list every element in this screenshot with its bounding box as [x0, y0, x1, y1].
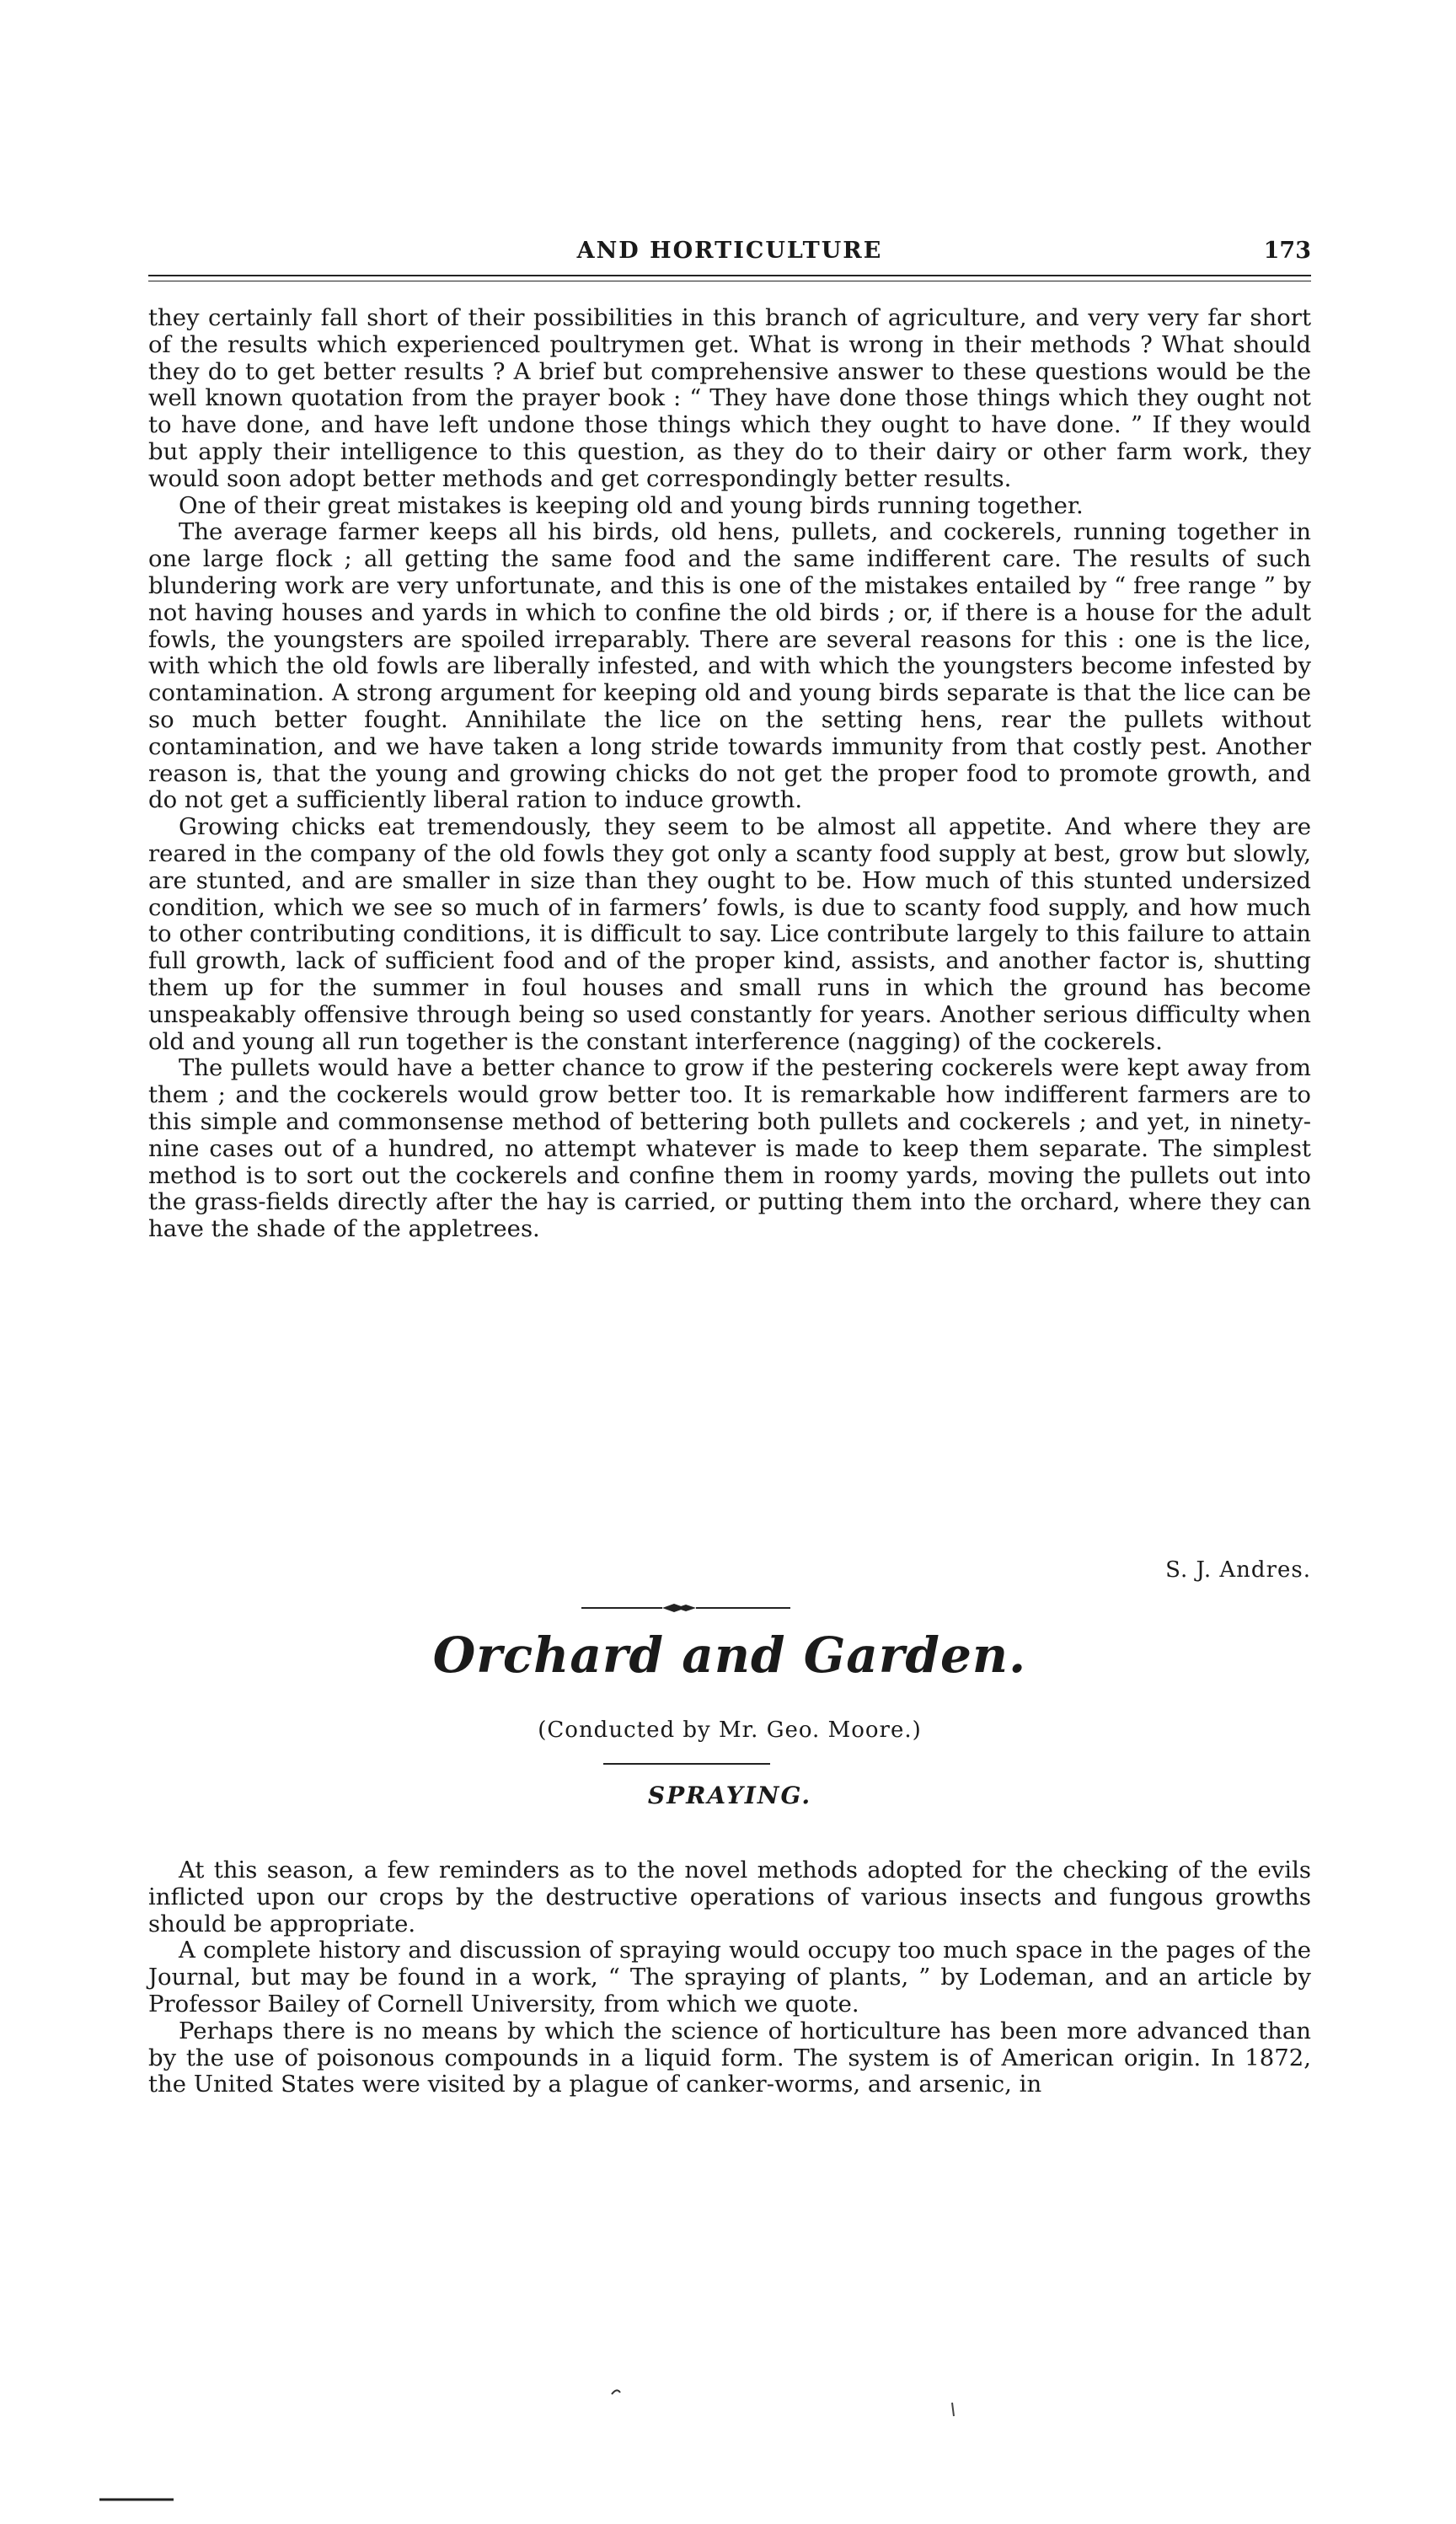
header-rule: [148, 275, 1311, 276]
scan-speck: [612, 2390, 620, 2394]
article-subheading: SPRAYING.: [647, 1782, 812, 1809]
running-title: AND HORTICULTURE: [576, 238, 883, 264]
article-poultry: [148, 305, 1311, 1243]
scan-specks: [0, 2364, 1456, 2524]
section-conductor: (Conducted by Mr. Geo. Moore.): [538, 1717, 922, 1743]
ornament-rule: [581, 1603, 790, 1613]
paragraph: Growing chicks eat tremendously, they seem to be almost all appetite. And where they are reared in the company of the old fowls they got only a scanty food supply at best, grow but slowly, are stunted, and are smaller in size than they ought to be. How much of this stunted undersized condition, which we see so much of in farmers’ fowls, is due to scanty food supply, and how much to other contributing conditions, it is difficult to say. Lice contribute largely to this failure to attain full growth, lack of sufficient food and of the proper kind, assists, and another factor is, shutting them up for the summer in foul houses and small runs in which the ground has become unspeakably offensive through being so used constantly for years. Another serious difficulty when old and young all run together is the constant interference (nagging) of the cockerels.: [148, 813, 1311, 1055]
paragraph: At this season, a few reminders as to the novel methods adopted for the checking of the evils inflicted upon our crops by the destructive operations of various insects and fungous growths should be appropriate.: [148, 1857, 1311, 1937]
paragraph: they certainly fall short of their possibilities in this branch of agriculture, and very very far short of the results which experienced poultrymen get. What is wrong in their methods ? What should they do to get better results ? A brief but comprehensive answer to these questions would be the well known quotation from the prayer book : “ They have done those things which they ought not to have done, and have left undone those things which they ought to have done. ” If they would but apply their intelligence to this question, as they do to their dairy or other farm work, they would soon adopt better methods and get correspondingly better results.: [148, 304, 1311, 492]
paragraph: One of their great mistakes is keeping old and young birds running together.: [179, 491, 1084, 519]
article-spraying: [148, 1857, 1311, 2098]
paragraph: The average farmer keeps all his birds, old hens, pullets, and cockerels, running together in one large flock ; all getting the same food and the same indifferent care. The results of such blundering work are very unfortunate, and this is one of the mistakes entailed by “ free range ” by not having houses and yards in which to confine the old birds ; or, if there is a house for the adult fowls, the youngsters are spoiled irreparably. There are several reasons for this : one is the lice, with which the old fowls are liberally infested, and with which the youngsters become infested by contamination. A strong argument for keeping old and young birds separate is that the lice can be so much better fought. Annihilate the lice on the setting hens, rear the pullets without contamination, and we have taken a long stride towards immunity from that costly pest. Another reason is, that the young and growing chicks do not get the proper food to promote growth, and do not get a sufficiently liberal ration to induce growth.: [148, 518, 1311, 814]
section-title: Orchard and Garden.: [432, 1626, 1027, 1684]
author-signature: S. J. Andres.: [1165, 1557, 1311, 1583]
page-number: 173: [1263, 238, 1311, 264]
paragraph: A complete history and discussion of spraying would occupy too much space in the pages of the Journal, but may be found in a work, “ The spraying of plants, ” by Lodeman, and an article by Professor Bailey of Cornell University, from which we quote.: [148, 1937, 1311, 2018]
running-head: [148, 238, 1311, 271]
scan-speck: [952, 2403, 954, 2416]
paragraph: Perhaps there is no means by which the science of horticulture has been more advanced than by the use of poisonous compounds in a liquid form. The system is of American origin. In 1872, the United States were visited by a plague of canker-worms, and arsenic, in: [148, 2017, 1311, 2098]
subheading-rule: [603, 1763, 770, 1765]
paragraph: The pullets would have a better chance to grow if the pestering cockerels were kept away from them ; and the cockerels would grow better too. It is remarkable how indifferent farmers are to this simple and commonsense method of bettering both pullets and cockerels ; and yet, in ninety-nine cases out of a hundred, no attempt whatever is made to keep them separate. The simplest method is to sort out the cockerels and confine them in roomy yards, moving the pullets out into the grass-fields directly after the hay is carried, or putting them into the orchard, where they can have the shade of the appletrees.: [148, 1054, 1311, 1243]
